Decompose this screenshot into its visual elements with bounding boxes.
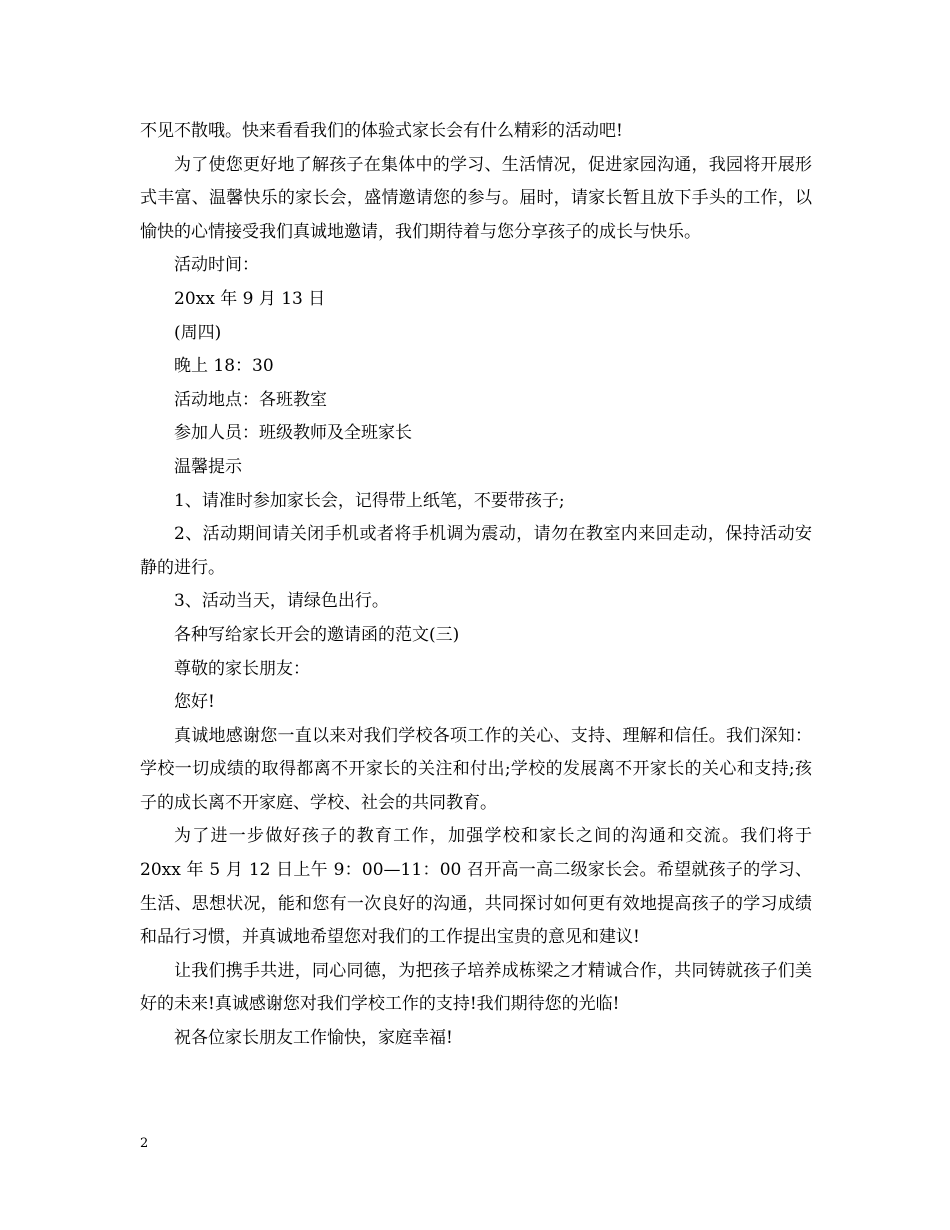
- tip-item-3: 3、活动当天，请绿色出行。: [174, 591, 389, 612]
- tip-item-2: 2、活动期间请关闭手机或者将手机调为震动，请勿在教室内来回走动，保持活动安静的进行。: [140, 524, 812, 578]
- activity-weekday: (周四): [174, 322, 222, 343]
- activity-location: 活动地点：各班教室: [174, 389, 327, 410]
- activity-time-label: 活动时间：: [174, 255, 259, 276]
- paragraph-invitation: 为了使您更好地了解孩子在集体中的学习、生活情况，促进家园沟通，我园将开展形式丰富、温馨快乐的家长会，盛情邀请您的参与。届时，请家长暂且放下手头的工作，以愉快的心情接受我们真诚地邀请，我们期待着与您分享孩子的成长与快乐。: [140, 154, 812, 242]
- tip-item-1: 1、请准时参加家长会，记得带上纸笔，不要带孩子;: [174, 490, 565, 511]
- paragraph-intro-continuation: 不见不散哦。快来看看我们的体验式家长会有什么精彩的活动吧!: [140, 121, 623, 141]
- greeting: 您好!: [174, 692, 215, 713]
- paragraph-thanks: 真诚地感谢您一直以来对我们学校各项工作的关心、支持、理解和信任。我们深知：学校一切成绩的取得都离不开家长的关注和付出;学校的发展离不开家长的关心和支持;孩子的成长离不开家庭、学校、社会的共同教育。: [140, 725, 812, 813]
- page-number: 2: [140, 1136, 149, 1151]
- paragraph-meeting-details: 为了进一步做好孩子的教育工作，加强学校和家长之间的沟通和交流。我们将于 20xx 年 5 月 12 日上午 9：00—11：00 召开高一高二级家长会。希望就孩子的学习、生活、思想状况，能和您有一次良好的沟通，共同探讨如何更有效地提高孩子的学习成绩和品行习惯，并真诚地希望您对我们的工作提出宝贵的意见和建议!: [140, 826, 812, 948]
- section-title-three: 各种写给家长开会的邀请函的范文(三): [174, 624, 460, 645]
- activity-clock-time: 晚上 18：30: [174, 356, 274, 377]
- document-body: [140, 115, 812, 1056]
- activity-date: 20xx 年 9 月 13 日: [174, 288, 326, 309]
- salutation: 尊敬的家长朋友：: [174, 658, 310, 679]
- tips-heading: 温馨提示: [174, 456, 242, 477]
- closing-wishes: 祝各位家长朋友工作愉快，家庭幸福!: [174, 1028, 453, 1049]
- paragraph-cooperation: 让我们携手共进，同心同德，为把孩子培养成栋梁之才精诚合作，共同铸就孩子们美好的未来!真诚感谢您对我们学校工作的支持!我们期待您的光临!: [140, 960, 812, 1015]
- activity-participants: 参加人员：班级教师及全班家长: [174, 423, 412, 444]
